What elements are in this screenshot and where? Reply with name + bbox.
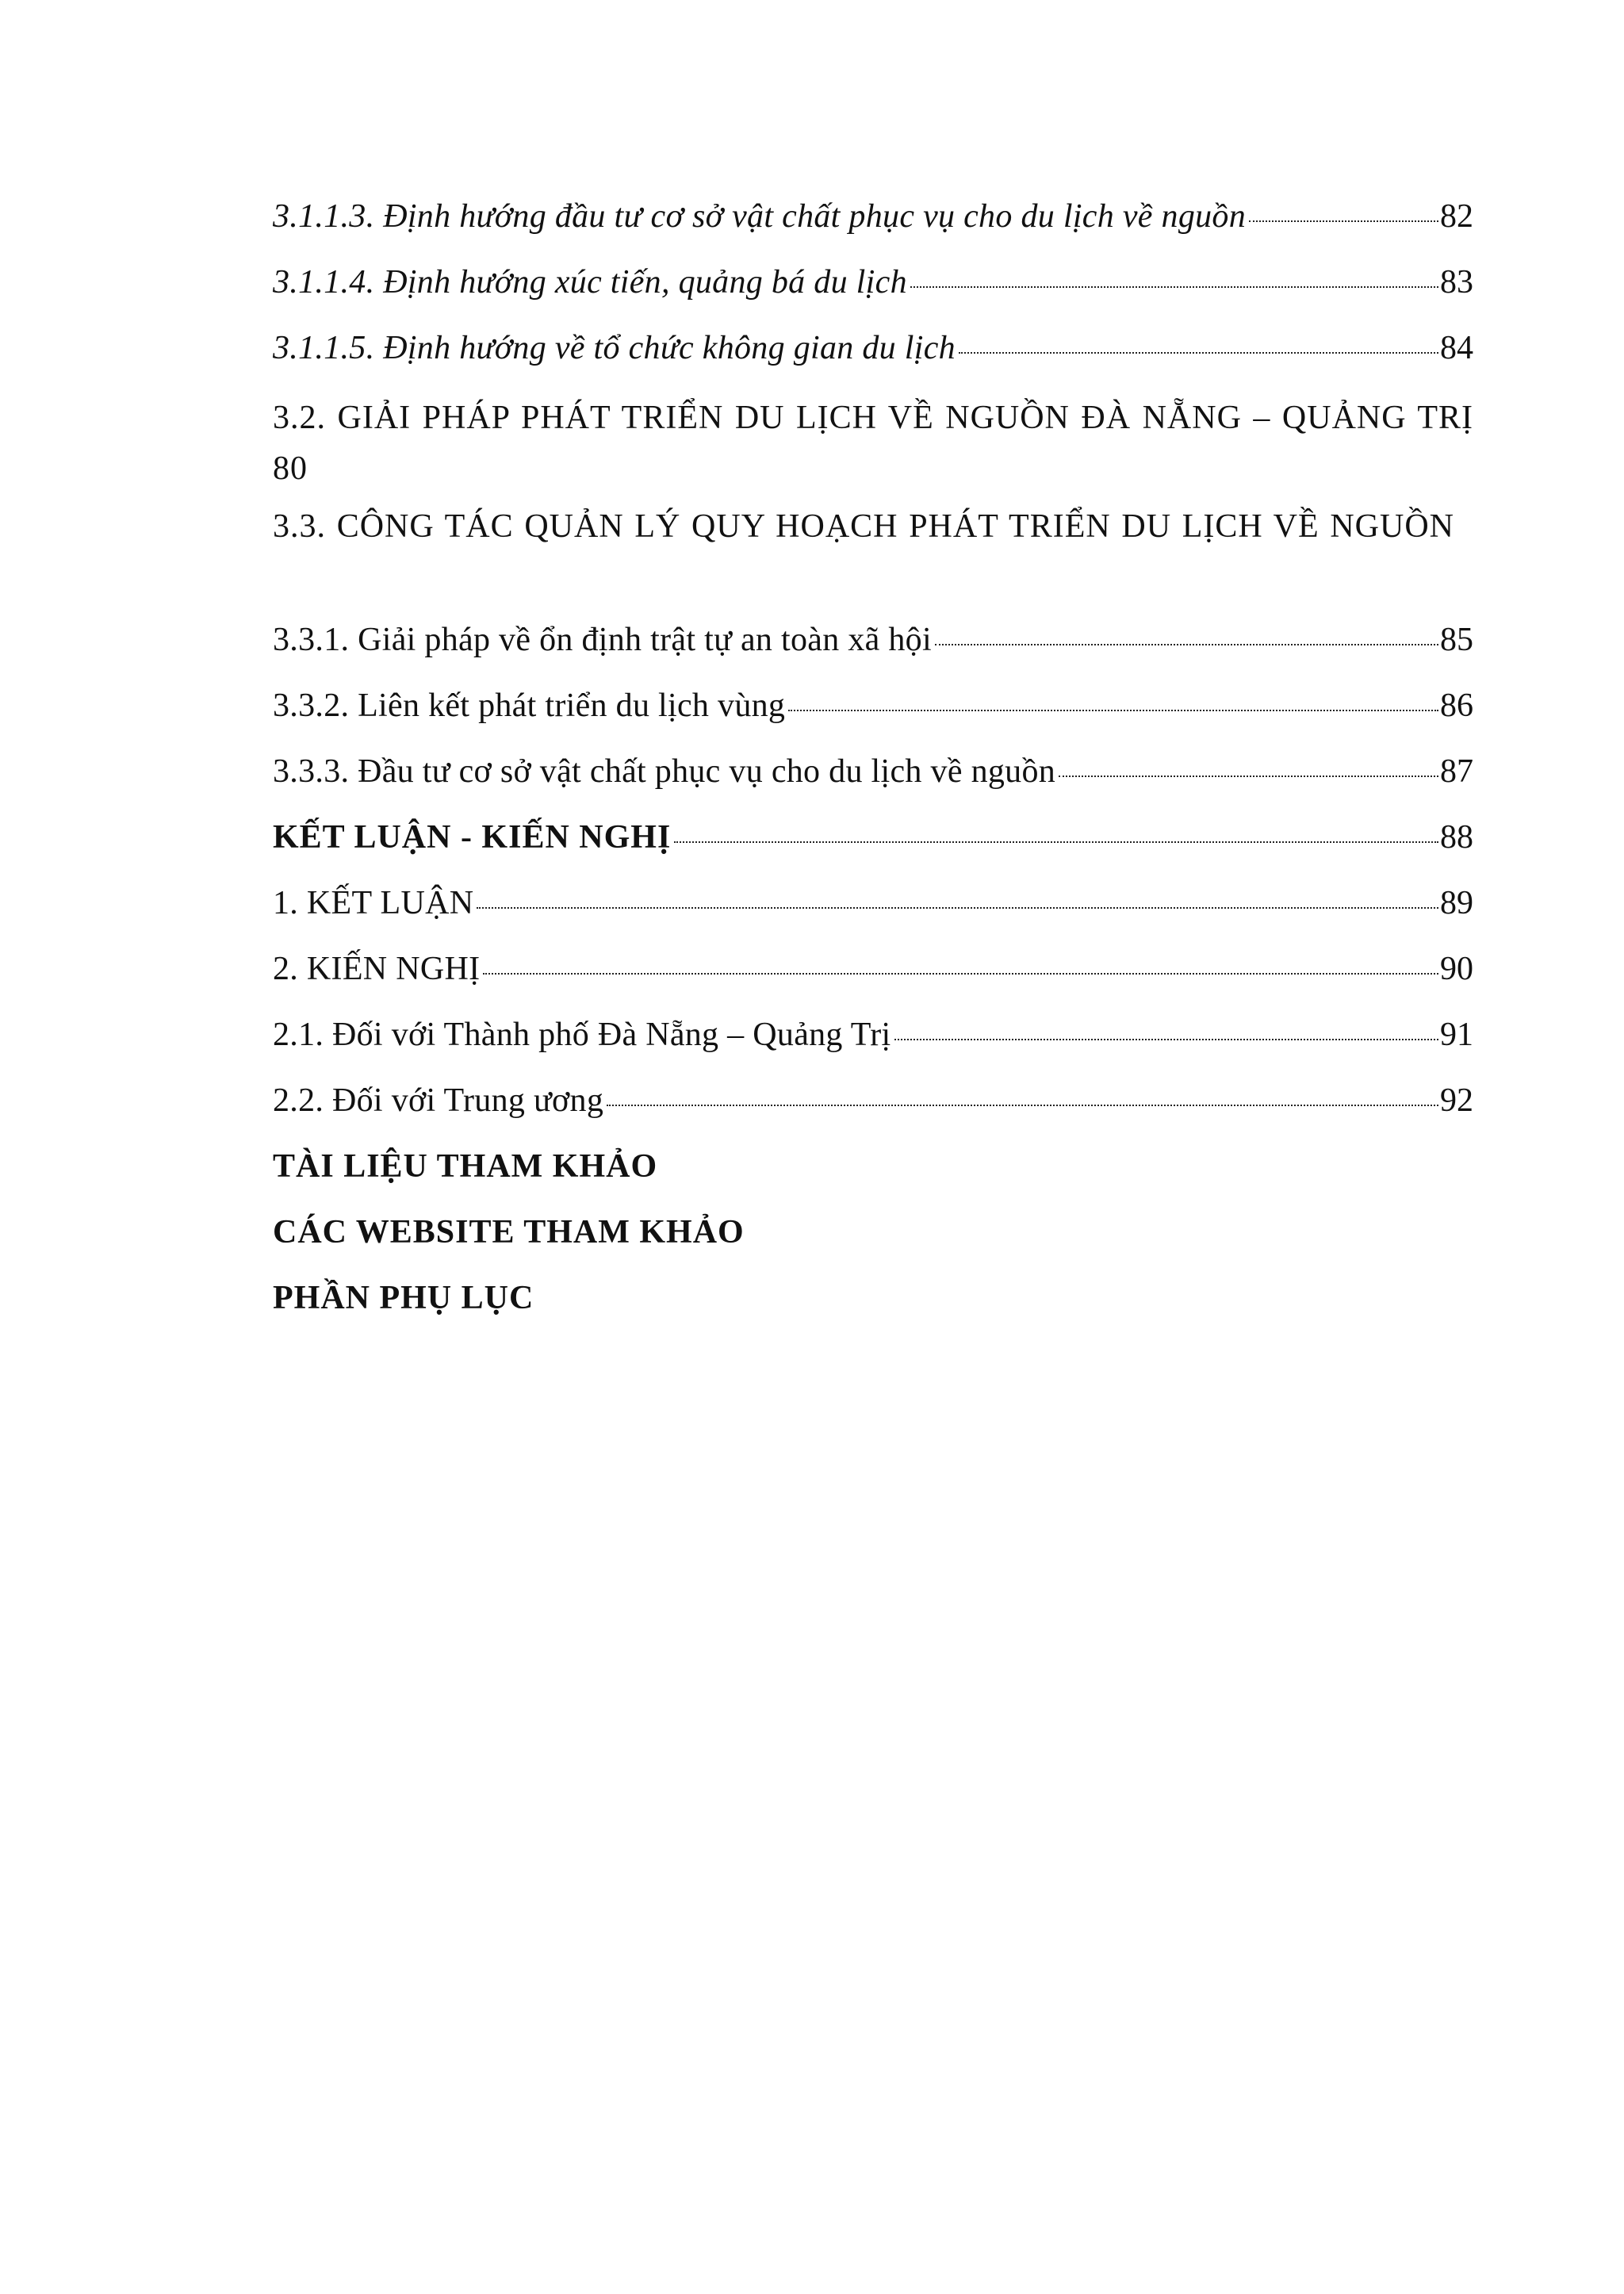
toc-entry-2[interactable] xyxy=(273,936,1473,1002)
dot-leader xyxy=(959,352,1438,354)
dot-leader xyxy=(674,841,1438,843)
blank-line xyxy=(273,560,1473,607)
dot-leader xyxy=(1059,776,1438,777)
toc-entry-appendix[interactable]: PHẦN PHỤ LỤC xyxy=(273,1280,534,1316)
toc-entry-3-2[interactable] xyxy=(273,381,1473,494)
toc-heading-line: 3.3. CÔNG TÁC QUẢN LÝ QUY HOẠCH PHÁT TRIỂN DU LỊCH VỀ NGUỒN xyxy=(273,508,1454,545)
toc-entry-3-3[interactable] xyxy=(273,494,1473,560)
toc-page-number: 83 xyxy=(1440,264,1473,301)
toc-entry-2-1[interactable] xyxy=(273,1002,1473,1068)
toc-entry-label: KẾT LUẬN - KIẾN NGHỊ xyxy=(273,819,672,856)
toc-page-number: 89 xyxy=(1440,885,1473,921)
toc-entry-3-3-2[interactable] xyxy=(273,673,1473,739)
toc-entry-label: 3.3.1. Giải pháp về ổn định trật tự an toàn xã hội xyxy=(273,622,932,658)
toc-entry-label: 3.1.1.4. Định hướng xúc tiến, quảng bá du lịch xyxy=(273,264,907,301)
dot-leader xyxy=(910,286,1438,288)
toc-entry-references[interactable]: TÀI LIỆU THAM KHẢO xyxy=(273,1148,658,1185)
toc-entry-label: 3.3.3. Đầu tư cơ sở vật chất phục vụ cho du lịch về nguồn xyxy=(273,753,1056,790)
toc-page-number: 84 xyxy=(1440,330,1473,366)
toc-entry-label: 2.2. Đối với Trung ương xyxy=(273,1082,604,1119)
toc-entry-1[interactable] xyxy=(273,871,1473,936)
dot-leader xyxy=(477,907,1438,909)
toc-entry-label: 2.1. Đối với Thành phố Đà Nẵng – Quảng Trị xyxy=(273,1017,891,1053)
toc-entry-2-2[interactable] xyxy=(273,1068,1473,1134)
toc-entry-3-3-3[interactable] xyxy=(273,739,1473,805)
dot-leader xyxy=(607,1105,1438,1106)
toc-page-number: 90 xyxy=(1440,951,1473,987)
toc-page-number: 92 xyxy=(1440,1082,1473,1119)
toc-page-number: 80 xyxy=(273,450,308,487)
toc-entry-3-3-1[interactable] xyxy=(273,607,1473,673)
toc-entry-websites[interactable]: CÁC WEBSITE THAM KHẢO xyxy=(273,1214,745,1250)
toc-entry-label: 3.3.2. Liên kết phát triển du lịch vùng xyxy=(273,687,786,724)
toc-page-number: 87 xyxy=(1440,753,1473,790)
toc-page-number: 86 xyxy=(1440,687,1473,724)
toc-entry-label: 3.1.1.5. Định hướng về tổ chức không gian du lịch xyxy=(273,330,956,366)
toc-page-number: 85 xyxy=(1440,622,1473,658)
table-of-contents xyxy=(273,184,1473,1331)
toc-page-number: 91 xyxy=(1440,1017,1473,1053)
toc-page-number: 82 xyxy=(1440,198,1473,235)
dot-leader xyxy=(894,1039,1438,1040)
toc-entry-conclusion[interactable] xyxy=(273,805,1473,871)
dot-leader xyxy=(788,710,1438,711)
toc-page-number: 88 xyxy=(1440,819,1473,856)
toc-entry-3-1-1-4[interactable] xyxy=(273,250,1473,316)
toc-entry-3-1-1-5[interactable] xyxy=(273,316,1473,381)
toc-entry-label: 2. KIẾN NGHỊ xyxy=(273,951,481,987)
toc-entry-3-1-1-3[interactable] xyxy=(273,184,1473,250)
dot-leader xyxy=(483,973,1438,975)
dot-leader xyxy=(1249,220,1438,222)
toc-entry-label: 1. KẾT LUẬN xyxy=(273,885,474,921)
toc-entry-label: 3.1.1.3. Định hướng đầu tư cơ sở vật chất phục vụ cho du lịch về nguồn xyxy=(273,198,1247,235)
toc-heading-line: 3.2. GIẢI PHÁP PHÁT TRIỂN DU LỊCH VỀ NGUỒN ĐÀ NẴNG – QUẢNG TRỊ xyxy=(273,400,1473,436)
dot-leader xyxy=(935,644,1438,645)
